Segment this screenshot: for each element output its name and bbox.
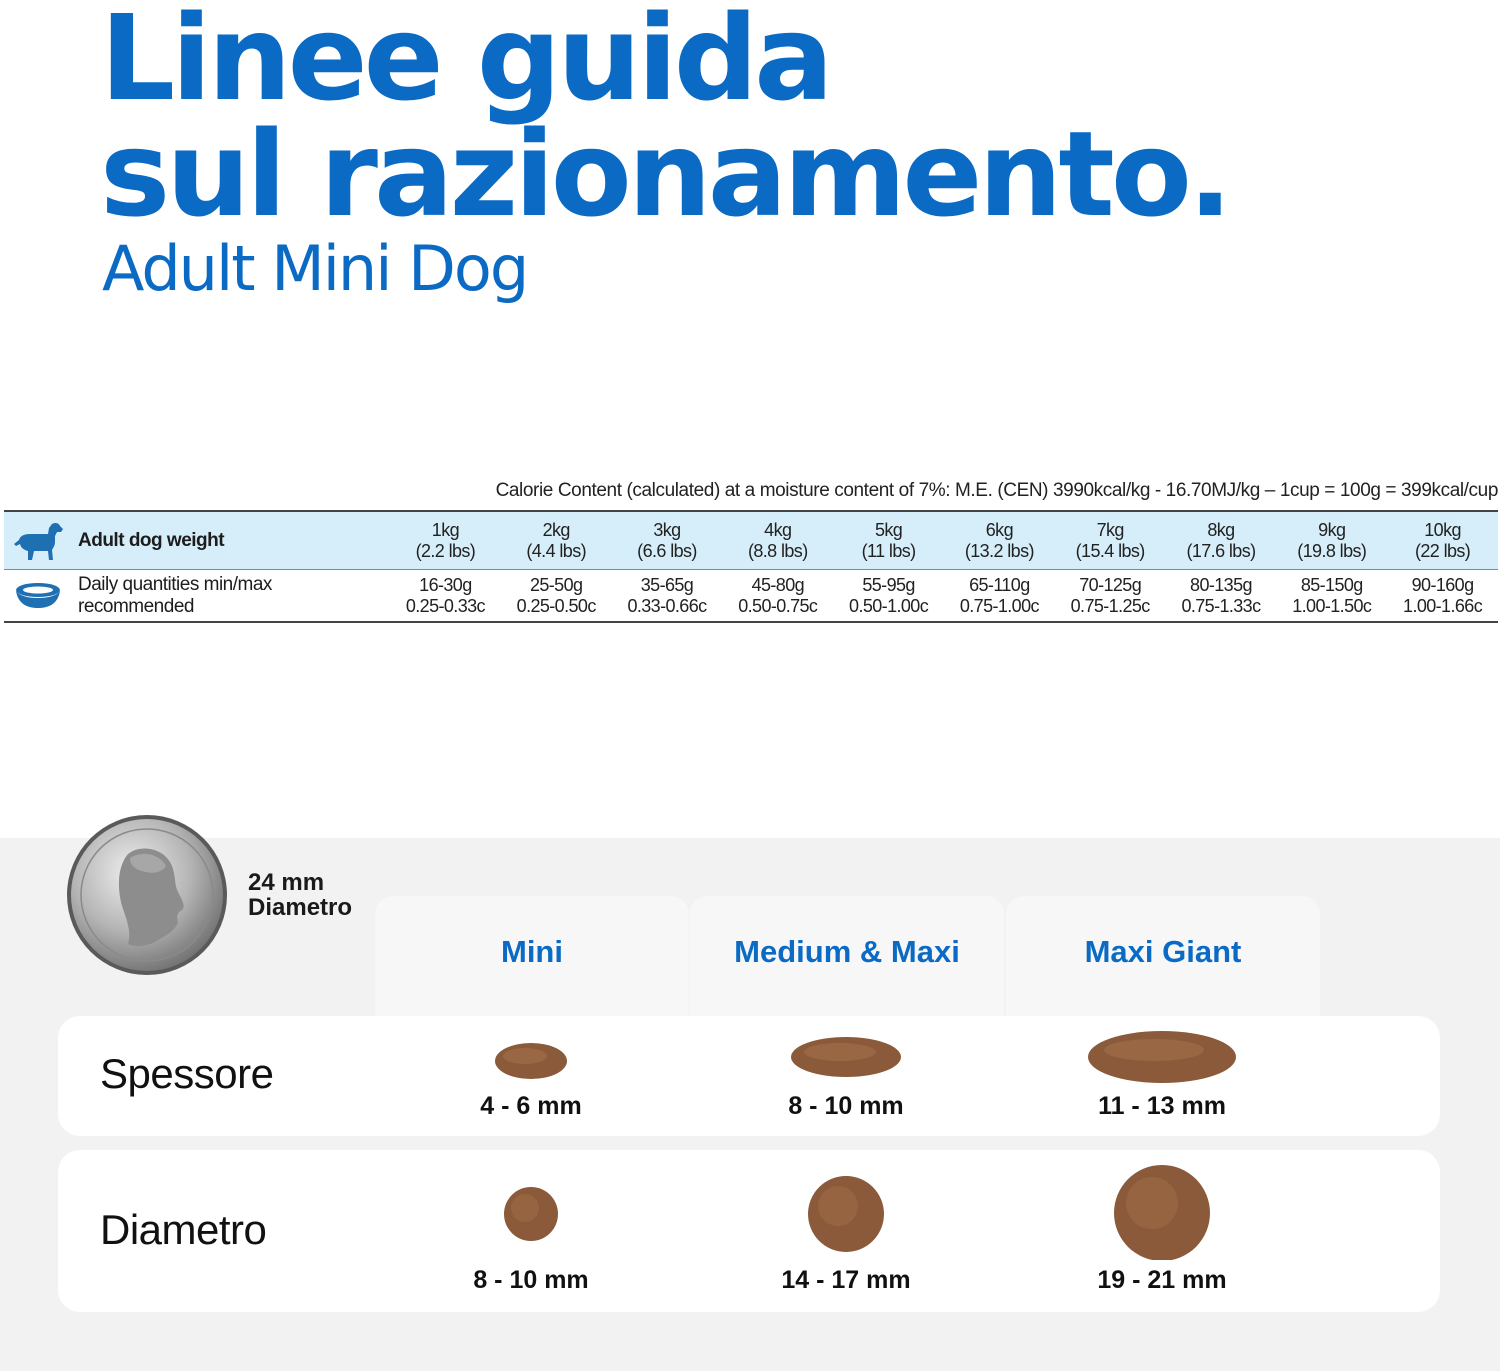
diameter-panel (58, 1150, 1440, 1312)
diameter-medium-value: 14 - 17 mm (781, 1266, 911, 1294)
tab-mini: Mini (375, 896, 689, 1026)
weight-cell: 4kg (8.8 lbs) (747, 519, 808, 561)
bowl-icon (12, 581, 64, 611)
weight-cell: 8kg (17.6 lbs) (1186, 519, 1256, 561)
weight-row-header (4, 520, 390, 562)
thickness-mini-value: 4 - 6 mm (480, 1092, 582, 1120)
calorie-note: Calorie Content (calculated) at a moisture content of 7%: M.E. (CEN) 3990kcal/kg - 16.70MJ/kg – 1cup = 100g = 399kcal/cup (495, 480, 1498, 501)
quantity-row-header (4, 574, 390, 618)
quantity-cell: 16-30g 0.25-0.33c (405, 574, 485, 616)
title-line-2: sul razionamento. (100, 105, 1229, 243)
coin-label (248, 870, 352, 920)
dog-icon (12, 520, 64, 562)
kibble-diameter-medium (726, 1150, 966, 1294)
weight-cell: 10kg (22 lbs) (1414, 519, 1471, 561)
quantity-cell: 65-110g 0.75-1.00c (959, 574, 1039, 616)
thickness-medium-value: 8 - 10 mm (788, 1092, 904, 1120)
thickness-giant-value: 11 - 13 mm (1098, 1092, 1226, 1120)
thickness-label: Spessore (100, 1050, 274, 1097)
quarter-coin-icon (66, 814, 228, 976)
weight-cell: 7kg (15.4 lbs) (1075, 519, 1145, 561)
kibble-thickness-giant (1042, 1016, 1282, 1120)
weight-cell: 2kg (4.4 lbs) (526, 519, 586, 561)
weight-cell: 3kg (6.6 lbs) (637, 519, 697, 561)
quantity-cell: 35-65g 0.33-0.66c (627, 574, 707, 616)
quantity-row (4, 570, 1498, 621)
title-line-1: Linee guida (100, 0, 830, 127)
coin-size: 24 mm (248, 869, 325, 896)
diameter-label: Diametro (100, 1206, 267, 1253)
quantity-cell: 85-150g 1.00-1.50c (1292, 574, 1372, 616)
thickness-panel (58, 1016, 1440, 1136)
kibble-diameter-mini (411, 1150, 651, 1294)
quantity-cell: 55-95g 0.50-1.00c (849, 574, 929, 616)
tab-maxi-giant: Maxi Giant (1006, 896, 1320, 1026)
diameter-giant-value: 19 - 21 mm (1097, 1266, 1227, 1294)
weight-label: Adult dog weight (78, 529, 225, 551)
subtitle: Adult Mini Dog (102, 232, 528, 305)
quantity-cell: 90-160g 1.00-1.66c (1403, 574, 1483, 616)
weight-row (4, 512, 1498, 570)
tab-medium-maxi: Medium & Maxi (690, 896, 1004, 1026)
kibble-thickness-medium (726, 1016, 966, 1120)
feeding-table (4, 510, 1498, 623)
quantity-cell: 70-125g 0.75-1.25c (1070, 574, 1150, 616)
coin-diameter-label: Diametro (248, 894, 353, 921)
diameter-mini-value: 8 - 10 mm (473, 1266, 589, 1294)
quantity-cell: 45-80g 0.50-0.75c (738, 574, 818, 616)
quantity-cell: 25-50g 0.25-0.50c (516, 574, 596, 616)
quantity-label: Daily quantities min/max recommended (78, 573, 272, 617)
weight-cell: 5kg (11 lbs) (861, 519, 916, 561)
quantity-cell: 80-135g 0.75-1.33c (1181, 574, 1261, 616)
weight-cell: 6kg (13.2 lbs) (964, 519, 1034, 561)
page-title (100, 0, 1229, 243)
weight-cell: 9kg (19.8 lbs) (1297, 519, 1367, 561)
kibble-diameter-giant (1042, 1150, 1282, 1294)
kibble-thickness-mini (411, 1016, 651, 1120)
weight-cell: 1kg (2.2 lbs) (415, 519, 476, 561)
